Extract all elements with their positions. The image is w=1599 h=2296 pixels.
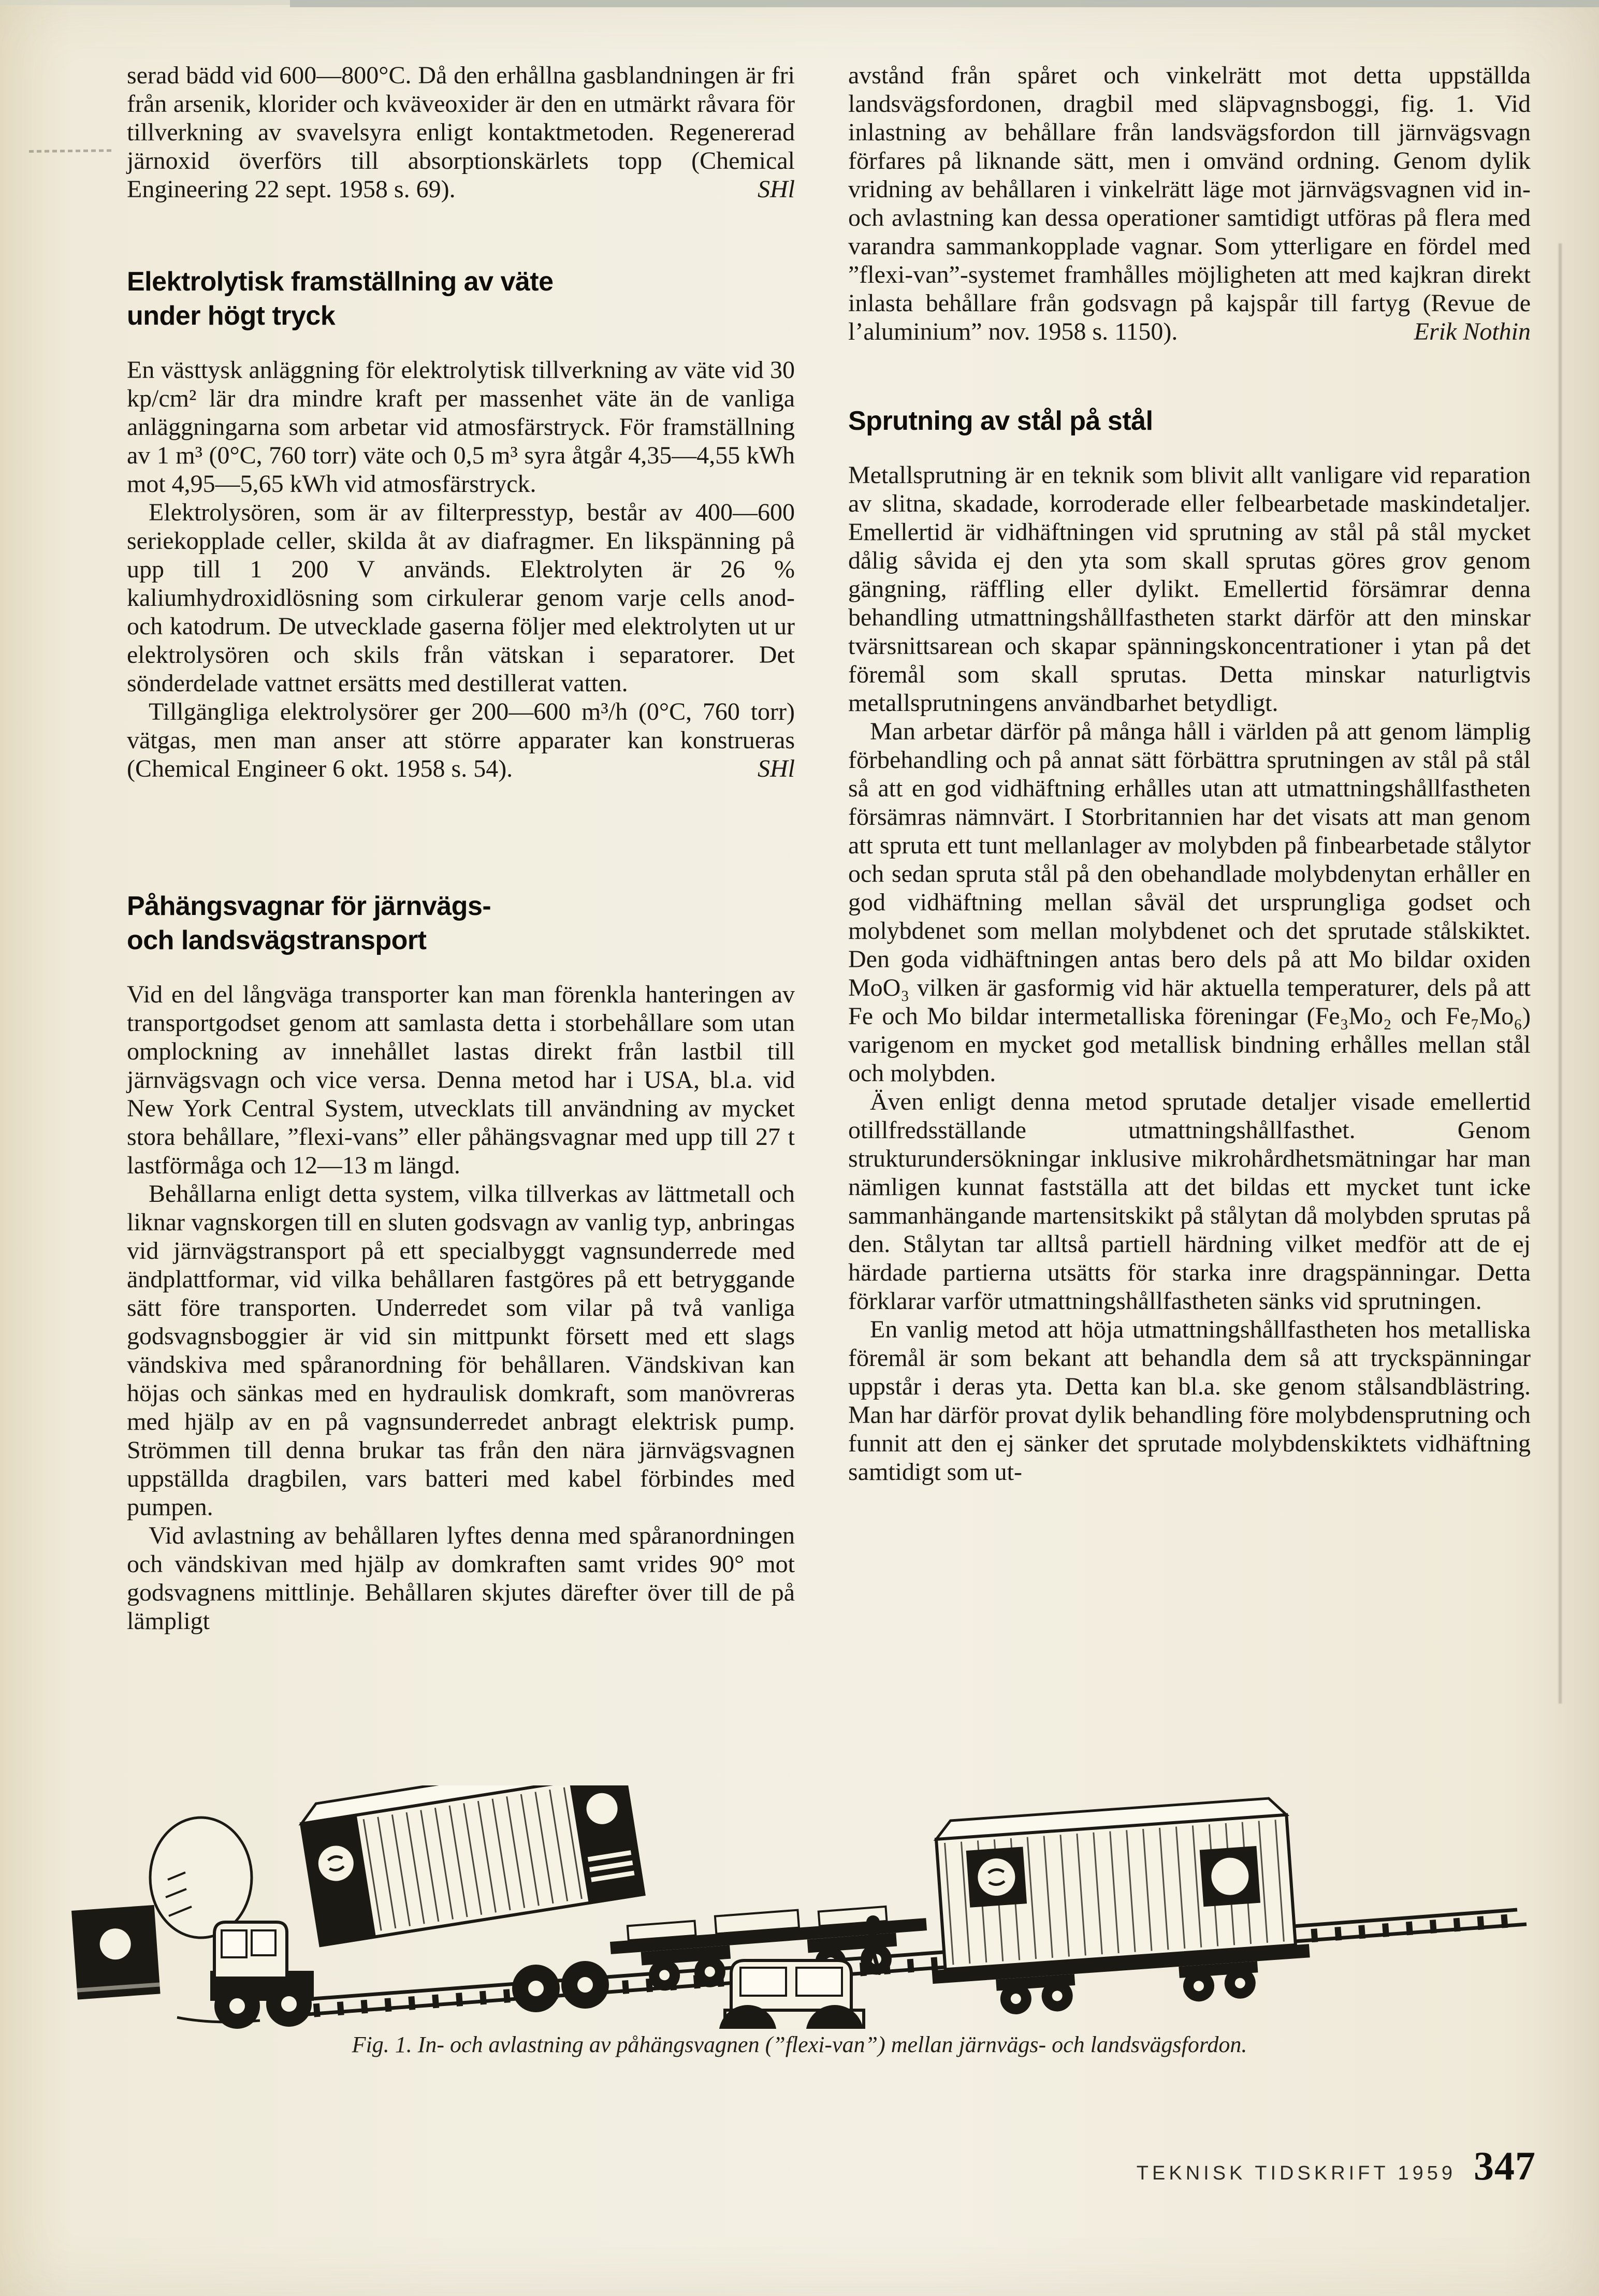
paragraph: Elektrolysören, som är av filterpresstyp, består av 400—600 seriekopplade celler, skilda åt av diafragmer. En likspänning på upp till 1 200 V används. Elektrolyten är 26 % kaliumhydroxidlösning som cirkulerar genom varje cells anod- och katodrum. De utvecklade gaserna följer med elektrolyten ut ur elektrolysören och skils från vätskan i separatorer. Det sönderdelade vattnet ersätts med destillerat vatten. (127, 499, 795, 697)
heading-line: Påhängsvagnar för järnvägs- (127, 891, 491, 921)
flexi-van-drawing-svg (67, 1785, 1533, 2029)
left-column (127, 61, 795, 1635)
figure-caption: Fig. 1. In- och avlastning av påhängsvagnen (”flexi-van”) mellan järnvägs- och landsvägsfordon. (352, 2032, 1247, 2057)
figure-illustration (67, 1785, 1533, 2029)
heading-line: Sprutning av stål på stål (848, 406, 1153, 436)
author-signature: SHl (758, 755, 795, 782)
heading-line: Elektrolytisk framställning av väte (127, 267, 554, 297)
section-heading-trailers (127, 889, 795, 957)
right-column (848, 61, 1531, 1486)
heading-line: och landsvägstransport (127, 925, 427, 955)
paragraph: Vid en del långväga transporter kan man förenkla hanteringen av transportgodset genom att samlasta detta i storbehållare som utan omplockning av innehållet lastas direkt från lastbil till järnvägsvagn och vice versa. Denna metod har i USA, bl.a. vid New York Central System, utvecklats till användning av mycket stora behållare, ”flexi-vans” eller påhängsvagnar med upp till 27 t lastförmåga och 12—13 m längd. (127, 981, 795, 1179)
paragraph-continuation (127, 61, 795, 204)
paragraph (848, 61, 1531, 346)
paragraph: Metallsprutning är en teknik som blivit allt vanligare vid reparation av slitna, skadade, korroderade eller felbearbetade maskindetaljer. Emellertid är vidhäftningen vid sprutning av stål på stål mycket dålig såvida ej den yta som skall sprutas göres grov genom gängning, räffling eller dylikt. Emellertid försämrar denna behandling utmattningshållfastheten starkt därför att den minskar tvärsnittsarean och skapar spänningskoncentrationer i ytan på det föremål som skall sprutas. Detta minskar naturligtvis metallsprutningens användbarhet betydligt. (848, 461, 1531, 717)
page-footer (1137, 2143, 1536, 2189)
heading-line: under högt tryck (127, 301, 336, 331)
author-signature: Erik Nothin (1414, 318, 1531, 345)
paragraph: En vanlig metod att höja utmattningshållfastheten hos metalliska föremål är som bekant att behandla dem så att tryckspänningar uppstår i deras yta. Detta kan bl.a. ske genom stålsandblästring. Man har därför provat dylik behandling före molybdensprutning och funnit att den ej sänker det sprutade molybdenskiktets vidhäftning samtidigt som ut- (848, 1316, 1531, 1486)
section-heading-spraying (848, 404, 1531, 438)
paragraph (127, 697, 795, 783)
pencil-mark (29, 149, 114, 153)
paragraph: En västtysk anläggning för elektrolytisk tillverkning av väte vid 30 kp/cm² lär dra mindre kraft per massenhet väte än de vanliga anläggningarna som arbetar vid atmosfärstryck. För framställning av 1 m³ (0°C, 760 torr) väte och 0,5 m³ syra åtgår 4,35—4,55 kWh mot 4,95—5,65 kWh vid atmosfärstryck. (127, 356, 795, 498)
paragraph-text: avstånd från spåret och vinkelrätt mot detta uppställda landsvägsfordonen, dragbil med släpvagnsboggi, fig. 1. Vid inlastning av behållare från landsvägsfordon till järnvägsvagn förfares på liknande sätt, men i omvänd ordning. Genom dylik vridning av behållaren i vinkelrätt läge mot järnvägsvagnen vid in- och avlastning kan dessa operationer samtidigt utföras på flera med varandra sammankopplade vagnar. Som ytterligare en fördel med ”flexi-van”-systemet framhålles möjligheten att med kajkran direkt inlasta behållare från godsvagn på kajspår till fartyg (Revue de l’aluminium” nov. 1958 s. 1150). (848, 62, 1531, 345)
scan-fold-shadow (1559, 243, 1562, 1704)
paragraph: Även enligt denna metod sprutade detaljer visade emellertid otillfredsställande utmattningshållfasthet. Genom strukturundersökningar inklusive mikrohårdhetsmätningar har man nämligen kunnat fastställa att det bildas ett mycket tunt icke sammanhängande martensitskikt på stålytan då molybden sprutas på den. Stålytan tar alltså partiell härdning vilket medför att de ej härdade partierna utsätts för starka inre dragspänningar. Detta förklarar varför utmattningshållfastheten sänks vid sprutningen. (848, 1088, 1531, 1315)
paragraph: Behållarna enligt detta system, vilka tillverkas av lättmetall och liknar vagnskorgen till en sluten godsvagn av vanlig typ, anbringas vid järnvägstransport på ett specialbyggt vagnsunderrede med ändplattformar, vid vilka behållaren fastgöres på ett betryggande sätt före transporten. Underredet som vilar på två vanliga godsvagnsboggier är vid sin mittpunkt försett med ett slags vändskiva med spåranordning för behållaren. Vändskivan kan höjas och sänkas med en hydraulisk domkraft, som manövreras med hjälp av en på vagnsunderredet anbragt elektrisk pump. Strömmen till denna brukar tas från den nära järnvägsvagnen uppställda dragbilen, vars batteri med kabel förbindes med pumpen. (127, 1180, 795, 1521)
page-number: 347 (1474, 2143, 1536, 2188)
paragraph: Vid avlastning av behållaren lyftes denna med spåranordningen och vändskivan med hjälp av domkraften samt vrides 90° mot godsvagnens mittlinje. Behållaren skjutes därefter över till de på lämpligt (127, 1522, 795, 1635)
author-signature: SHl (758, 176, 795, 203)
scan-edge-strip (290, 0, 1599, 7)
scan-edge-strip-left (0, 0, 290, 5)
journal-name: TEKNISK TIDSKRIFT 1959 (1136, 2162, 1456, 2184)
paragraph-text: serad bädd vid 600—800°C. Då den erhållna gasblandningen är fri från arsenik, klorider och kväveoxider är den en utmärkt råvara för tillverkning av svavelsyra enligt kontaktmetoden. Regenererad järnoxid överförs till absorptionskärlets topp (Chemical Engineering 22 sept. 1958 s. 69). (127, 62, 795, 203)
section-heading-hydrogen (127, 265, 795, 333)
paragraph: Man arbetar därför på många håll i världen på att genom lämplig förbehandling och på annat sätt förbättra sprutningen av stål på stål så att en god vidhäftning erhålles utan att utmattningshållfastheten försämras nämnvärt. I Storbritannien har det visats att man genom att spruta ett tunt mellanlager av molybden på finbearbetade stålytor och sedan spruta stål på den obehandlade molybdenytan erhåller en god vidhäftning mellan såväl det ursprungliga godset och molybdenet som mellan molybdenet och det sprutade stålskiktet. Den goda vidhäftningen antas bero dels på att Mo bildar oxiden MoO₃ vilken är gasformig vid här aktuella temperaturer, dels på att Fe och Mo bildar intermetalliska föreningar (Fe₃Mo₂ och Fe₇Mo₆) varigenom en mycket god metallisk bindning erhålles mellan stål och molybden. (848, 718, 1531, 1087)
paragraph-text: Tillgängliga elektrolysörer ger 200—600 m³/h (0°C, 760 torr) vätgas, men man anser att större apparater kan konstrueras (Chemical Engineer 6 okt. 1958 s. 54). (127, 698, 795, 782)
